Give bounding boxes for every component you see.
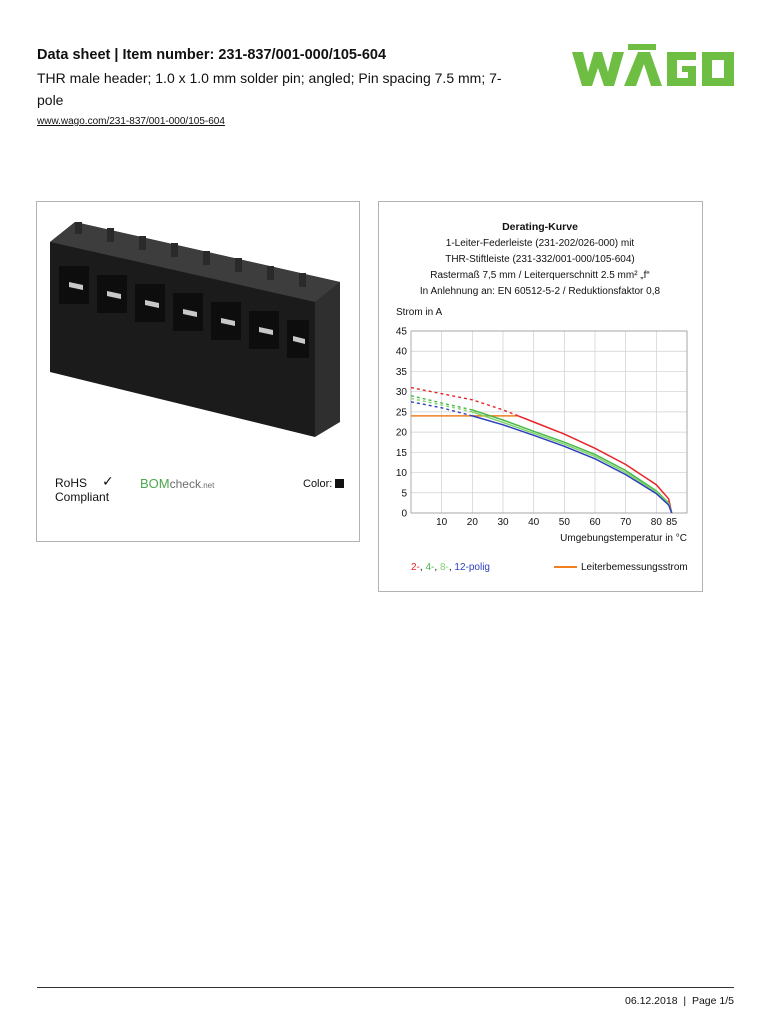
y-axis-label: Strom in A [396,307,443,318]
x-tick-label: 40 [528,517,540,528]
chart-title-line: 1-Leiter-Federleiste (231-202/026-000) mit [445,238,635,249]
legend-rated-label: Leiterbemessungsstrom [581,562,688,573]
footer-divider [37,987,734,988]
y-tick-label: 5 [401,488,407,500]
y-tick-label: 30 [395,387,407,399]
x-tick-label: 85 [666,517,678,528]
footer-page: Page 1/5 [691,995,734,1007]
footer: 06.12.2018 | Page 1/5 [624,995,734,1007]
x-axis-label: Umgebungstemperatur in °C [560,533,687,544]
derating-chart [379,202,702,591]
y-tick-label: 25 [395,407,407,419]
x-tick-label: 50 [558,517,570,528]
chart-title-line: THR-Stiftleiste (231-332/001-000/105-604) [445,254,635,265]
x-tick-label: 70 [620,517,632,528]
bomcheck-logo: BOMcheck.net [140,476,215,491]
product-image-panel [36,201,360,542]
datasheet-title: Data sheet | Item number: 231-837/001-000/105-604 [37,47,387,63]
x-tick-label: 20 [466,517,478,528]
legend-poles: 2-, 4-, 8-, 12-polig [411,562,490,573]
chart-title-line: Rastermaß 7,5 mm / Leiterquerschnitt 2.5 mm² „f“ [430,270,650,281]
x-tick-label: 60 [589,517,601,528]
wago-logo [572,44,734,90]
y-tick-label: 0 [401,508,407,520]
y-tick-label: 15 [395,447,407,459]
checkmark-icon: ✓ [102,473,114,489]
color-swatch [335,479,344,488]
y-tick-label: 35 [395,366,407,378]
rohs-label: RoHS Compliant [55,476,110,504]
chart-title-line: In Anlehnung an: EN 60512-5-2 / Reduktionsfaktor 0,8 [419,286,661,297]
series-line [472,410,671,513]
product-url-link[interactable]: www.wago.com/231-837/001-000/105-604 [37,116,225,127]
series-line [472,412,671,513]
product-description: THR male header; 1.0 x 1.0 mm solder pin; angled; Pin spacing 7.5 mm; 7-pole [37,70,502,108]
y-tick-label: 10 [395,468,407,480]
footer-date: 06.12.2018 [624,995,678,1007]
series-line [472,416,671,513]
y-tick-label: 20 [395,427,407,439]
chart-title-line: Derating-Kurve [502,221,578,233]
x-tick-label: 10 [436,517,448,528]
product-photo-header [45,222,355,442]
color-label: Color: [303,478,333,490]
derating-chart-panel [378,201,703,592]
y-tick-label: 40 [395,346,407,358]
x-tick-label: 80 [650,517,662,528]
y-tick-label: 45 [395,326,407,338]
x-tick-label: 30 [497,517,509,528]
